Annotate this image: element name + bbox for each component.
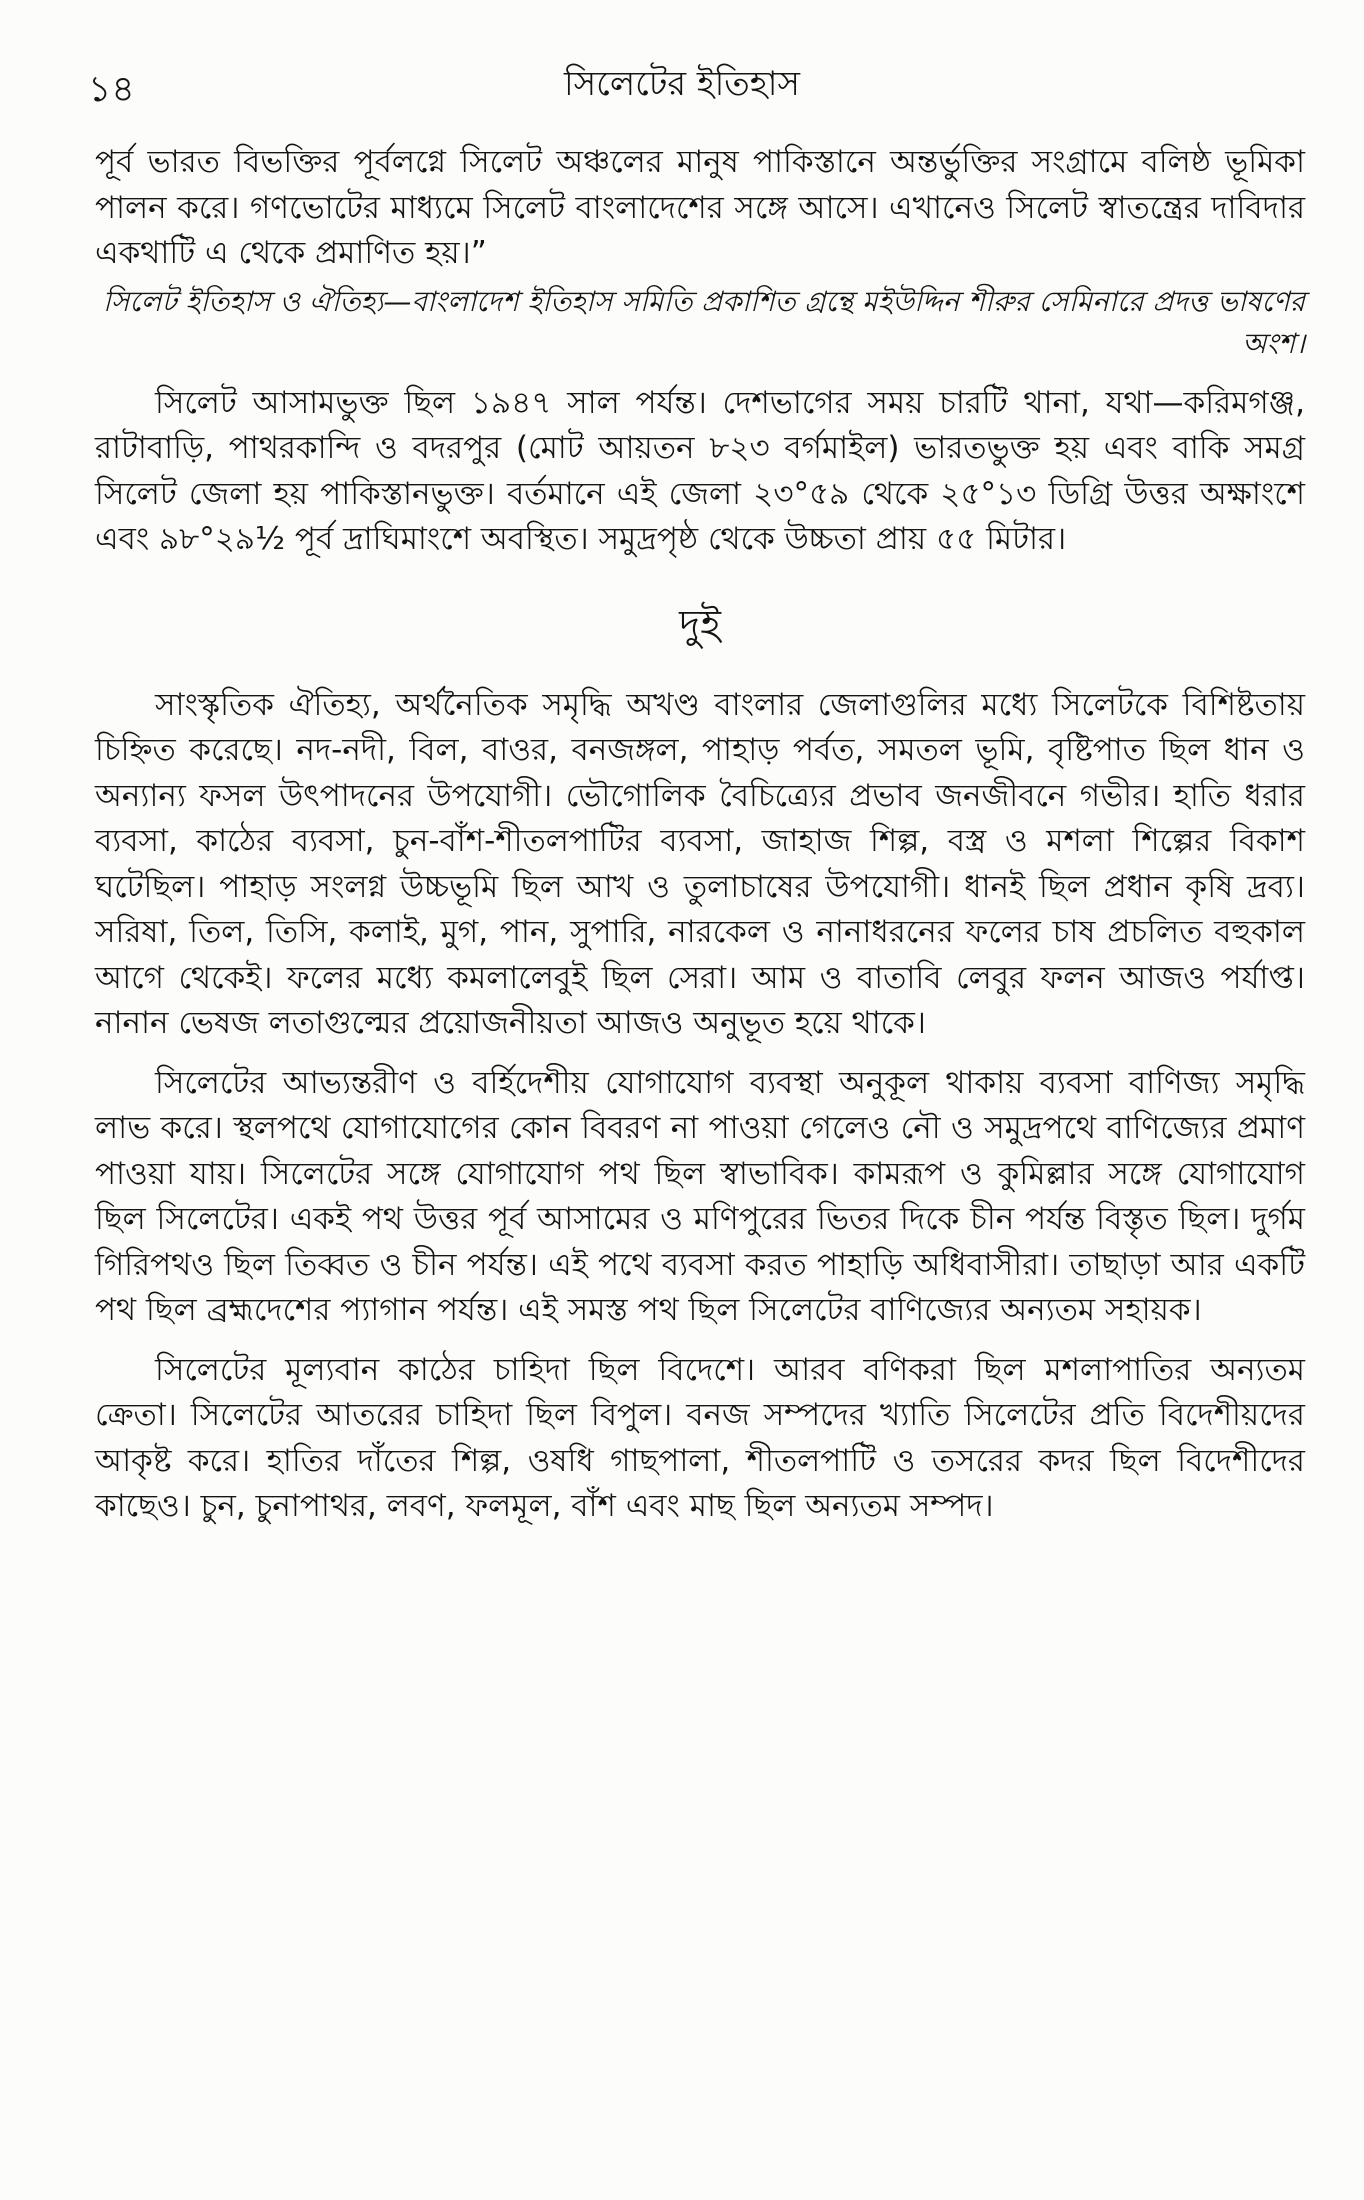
paragraph-1: সিলেট আসামভুক্ত ছিল ১৯৪৭ সাল পর্যন্ত। দেশভাগের সময় চারটি থানা, যথা—করিমগঞ্জ, রাটাবাড়ি, পাথরকান্দি ও বদরপুর (মোট আয়তন ৮২৩ বর্গমাইল) ভারতভুক্ত হয় এবং বাকি সমগ্র সিলেট জেলা হয় পাকিস্তানভুক্ত। বর্তমানে এই জেলা ২৩°৫৯ থেকে ২৫°১৩ ডিগ্রি উত্তর অক্ষাংশে এবং ৯৮°২৯½ পূর্ব দ্রাঘিমাংশে অবস্থিত। সমুদ্রপৃষ্ঠ থেকে উচ্চতা প্রায় ৫৫ মিটার।	[95, 384, 1305, 557]
section-heading: দুই	[679, 601, 721, 648]
paragraph-3: সিলেটের আভ্যন্তরীণ ও বর্হিদেশীয় যোগাযোগ ব্যবস্থা অনুকূল থাকায় ব্যবসা বাণিজ্য সমৃদ্ধি লাভ করে। স্থলপথে যোগাযোগের কোন বিবরণ না পাওয়া গেলেও নৌ ও সমুদ্রপথে বাণিজ্যের প্রমাণ পাওয়া যায়। সিলেটের সঙ্গে যোগাযোগ পথ ছিল স্বাভাবিক। কামরূপ ও কুমিল্লার সঙ্গে যোগাযোগ ছিল সিলেটের। একই পথ উত্তর পূর্ব আসামের ও মণিপুরের ভিতর দিকে চীন পর্যন্ত বিস্তৃত ছিল। দুর্গম গিরিপথও ছিল তিব্বত ও চীন পর্যন্ত। এই পথে ব্যবসা করত পাহাড়ি অধিবাসীরা। তাছাড়া আর একটি পথ ছিল ব্রহ্মদেশের প্যাগান পর্যন্ত। এই সমস্ত পথ ছিল সিলেটের বাণিজ্যের অন্যতম সহায়ক।	[95, 1064, 1305, 1328]
paragraph-4: সিলেটের মূল্যবান কাঠের চাহিদা ছিল বিদেশে। আরব বণিকরা ছিল মশলাপাতির অন্যতম ক্রেতা। সিলেটের আতরের চাহিদা ছিল বিপুল। বনজ সম্পদের খ্যাতি সিলেটের প্রতি বিদেশীয়দের আকৃষ্ট করে। হাতির দাঁতের শিল্প, ওষধি গাছপালা, শীতলপাটি ও তসরের কদর ছিল বিদেশীদের কাছেও। চুন, চুনাপাথর, লবণ, ফলমূল, বাঁশ এবং মাছ ছিল অন্যতম সম্পদ।	[95, 1351, 1305, 1524]
page-header	[0, 60, 1364, 120]
page-body	[95, 140, 1305, 1530]
paragraph-2: সাংস্কৃতিক ঐতিহ্য, অর্থনৈতিক সমৃদ্ধি অখণ্ড বাংলার জেলাগুলির মধ্যে সিলেটকে বিশিষ্টতায় চিহ্নিত করেছে। নদ-নদী, বিল, বাওর, বনজঙ্গল, পাহাড় পর্বত, সমতল ভূমি, বৃষ্টিপাত ছিল ধান ও অন্যান্য ফসল উৎপাদনের উপযোগী। ভৌগোলিক বৈচিত্র্যের প্রভাব জনজীবনে গভীর। হাতি ধরার ব্যবসা, কাঠের ব্যবসা, চুন-বাঁশ-শীতলপাটির ব্যবসা, জাহাজ শিল্প, বস্ত্র ও মশলা শিল্পের বিকাশ ঘটেছিল। পাহাড় সংলগ্ন উচ্চভূমি ছিল আখ ও তুলাচাষের উপযোগী। ধানই ছিল প্রধান কৃষি দ্রব্য। সরিষা, তিল, তিসি, কলাই, মুগ, পান, সুপারি, নারকেল ও নানাধরনের ফলের চাষ প্রচলিত বহুকাল আগে থেকেই। ফলের মধ্যে কমলালেবুই ছিল সেরা। আম ও বাতাবি লেবুর ফলন আজও পর্যাপ্ত। নানান ভেষজ লতাগুল্মের প্রয়োজনীয়তা আজও অনুভূত হয়ে থাকে।	[95, 686, 1305, 1041]
quote-continuation: পূর্ব ভারত বিভক্তির পূর্বলগ্নে সিলেট অঞ্চলের মানুষ পাকিস্তানে অন্তর্ভুক্তির সংগ্রামে বলিষ্ঠ ভূমিকা পালন করে। গণভোটের মাধ্যমে সিলেট বাংলাদেশের সঙ্গে আসে। এখানেও সিলেট স্বাতন্ত্রের দাবিদার একথাটি এ থেকে প্রমাণিত হয়।”	[95, 144, 1305, 271]
running-title: সিলেটের ইতিহাস	[564, 64, 800, 104]
quote-source: সিলেট ইতিহাস ও ঐতিহ্য—বাংলাদেশ ইতিহাস সমিতি প্রকাশিত গ্রন্থে মইউদ্দিন শীরুর সেমিনারে প্রদত্ত ভাষণের অংশ।	[102, 284, 1305, 360]
page-number: ১৪	[88, 69, 135, 110]
